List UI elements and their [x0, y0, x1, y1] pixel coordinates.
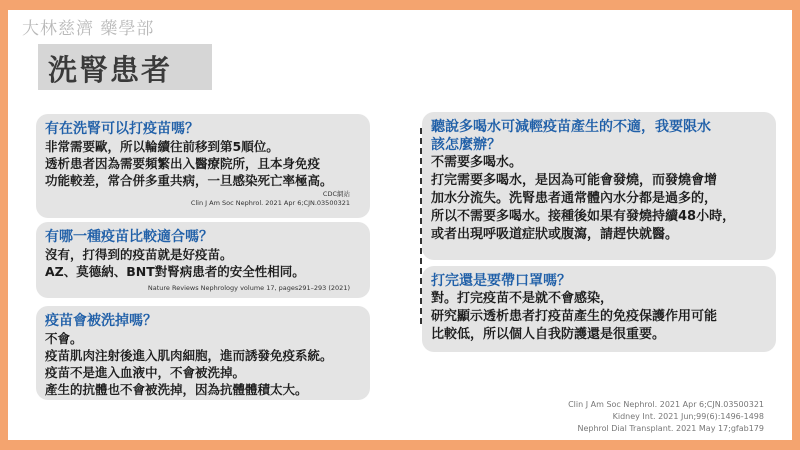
answer-line: 不需要多喝水。: [431, 155, 523, 170]
question: 有哪一種疫苗比較適合嗎？: [45, 229, 213, 245]
qa-card-dialysis-washout: [36, 306, 370, 400]
reference-line: Kidney Int. 2021 Jun;99(6):1496-1498: [612, 412, 764, 421]
qa-card-mask: [422, 266, 776, 352]
slide: [8, 10, 792, 440]
answer-line: 疫苗不是進入血液中，不會被洗掉。: [45, 365, 246, 380]
question: 打完還是要帶口罩嗎？: [431, 273, 571, 289]
page-title: 洗腎患者: [48, 53, 173, 87]
answer-line: 研究顯示透析患者打疫苗產生的免疫保護作用可能: [431, 309, 718, 324]
answer-line: 產生的抗體也不會被洗掉，因為抗體體積太大。: [45, 382, 308, 397]
reference-line: Clin J Am Soc Nephrol. 2021 Apr 6;CJN.03500321: [568, 400, 764, 409]
citation: Clin J Am Soc Nephrol. 2021 Apr 6;CJN.03500321: [190, 199, 350, 207]
answer-line: 透析患者因為需要頻繁出入醫療院所，且本身免疫: [45, 156, 321, 171]
citation: Nature Reviews Nephrology volume 17, pages291–293 (2021): [147, 284, 350, 292]
answer-line: 功能較差，常合併多重共病，一旦感染死亡率極高。: [45, 173, 333, 188]
answer-line: 打完需要多喝水，是因為可能會發燒，而發燒會增: [431, 173, 718, 188]
org-name: 大林慈濟 藥學部: [22, 19, 155, 39]
answer-line: 加水分流失。洗腎患者通常體內水分都是過多的，: [431, 191, 718, 206]
question: 有在洗腎可以打疫苗嗎？: [45, 121, 199, 137]
answer-line: 非常需要歐，所以輪續往前移到第5順位。: [45, 139, 279, 154]
reference-line: Nephrol Dial Transplant. 2021 May 17;gfab179: [577, 424, 764, 433]
answer-line: 比較低，所以個人自我防護還是很重要。: [431, 327, 666, 342]
answer-line: 疫苗肌肉注射後進入肌肉細胞，進而誘發免疫系統。: [45, 348, 333, 363]
answer-line: 對。打完疫苗不是就不會感染，: [431, 291, 614, 306]
question: 聽說多喝水可減輕疫苗產生的不適，我要限水: [431, 119, 711, 135]
question: 該怎麼辦？: [431, 137, 501, 153]
qa-card-vaccine-choice: [36, 222, 370, 298]
references: [568, 399, 764, 435]
qa-card-vaccination: [36, 114, 370, 218]
citation: CDC網站: [322, 190, 350, 198]
answer-line: AZ、莫德納、BNT對腎病患者的安全性相同。: [45, 264, 305, 279]
answer-line: 沒有，打得到的疫苗就是好疫苗。: [45, 247, 233, 262]
answer-line: 不會。: [45, 331, 83, 346]
answer-line: 所以不需要多喝水。接種後如果有發燒持續48小時，: [431, 209, 736, 224]
question: 疫苗會被洗掉嗎？: [45, 313, 157, 329]
answer-line: 或者出現呼吸道症狀或腹瀉，請趕快就醫。: [431, 227, 679, 242]
qa-card-water-intake: [422, 112, 776, 260]
